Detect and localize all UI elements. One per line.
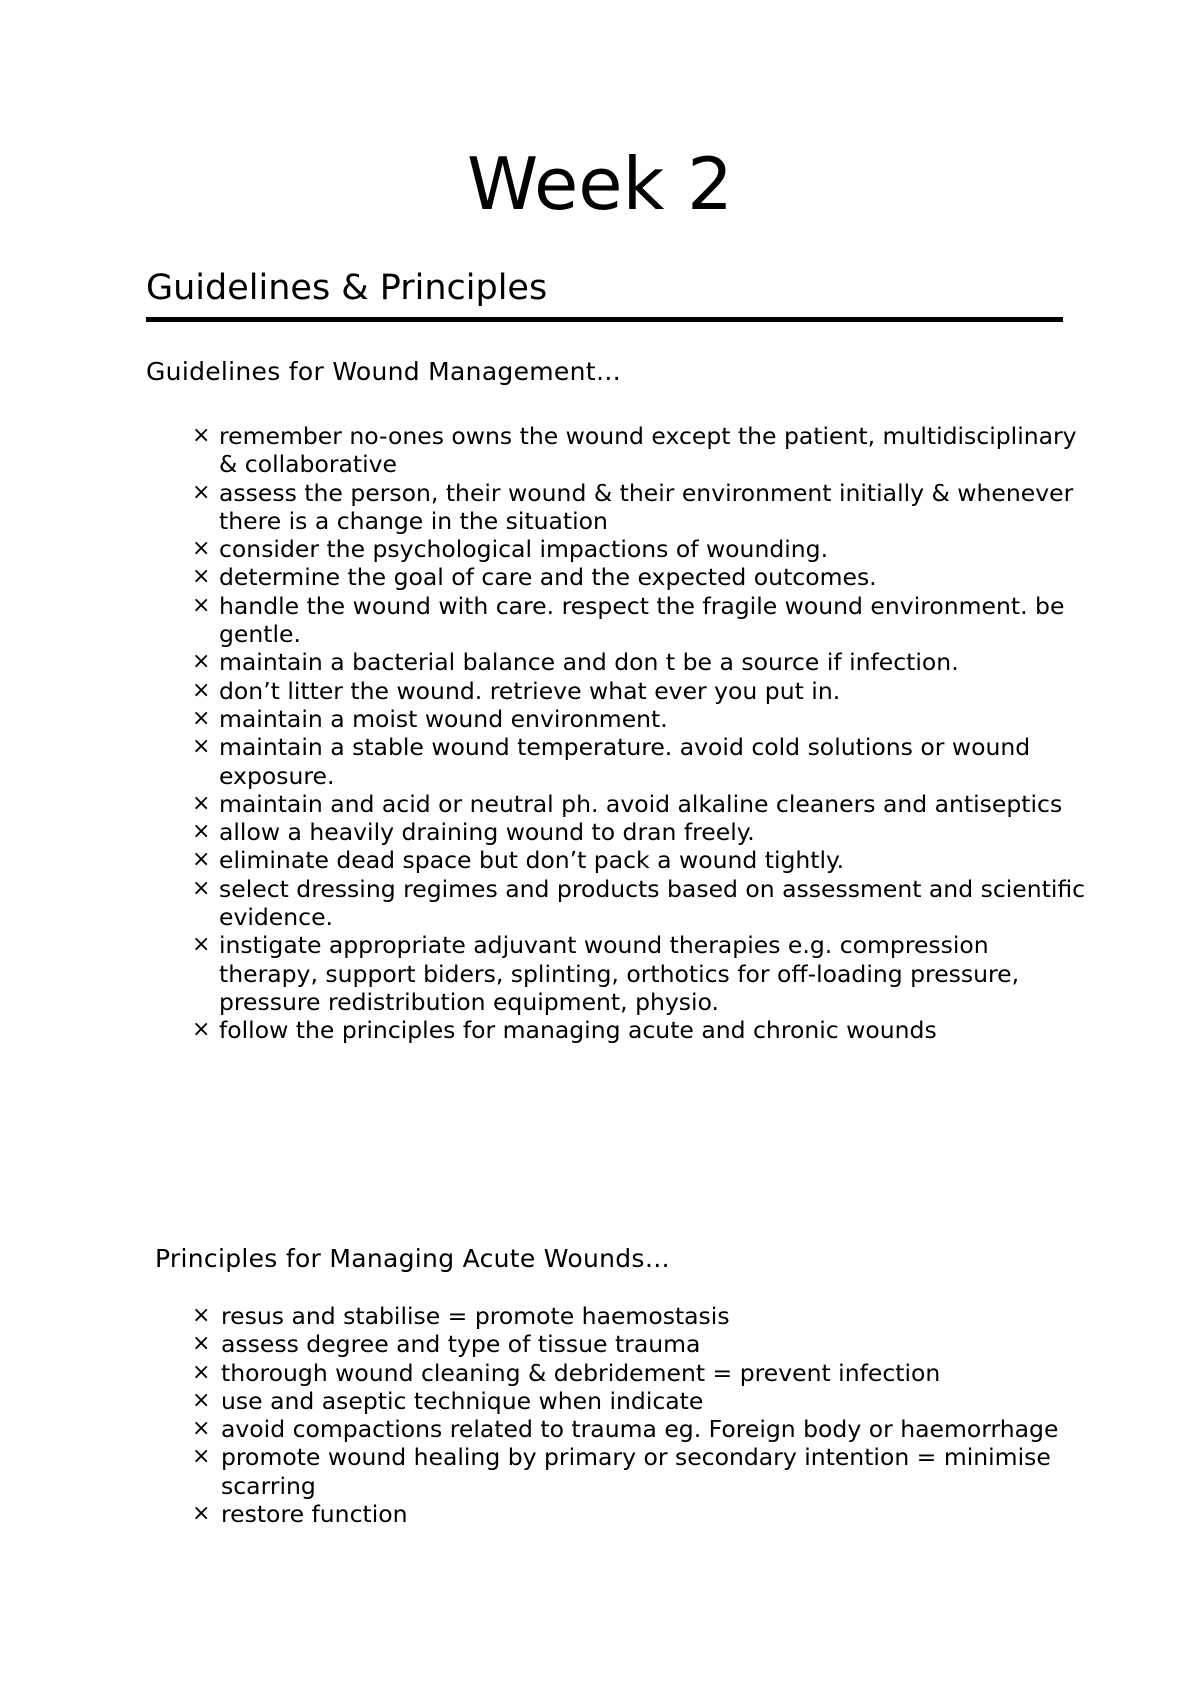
list-item xyxy=(192,677,1092,705)
list-item-text: promote wound healing by primary or secondary intention = minimise scarring xyxy=(221,1443,1051,1500)
list-item-text: assess degree and type of tissue trauma xyxy=(221,1330,701,1359)
list-item xyxy=(192,1443,1092,1500)
list-item-text: follow the principles for managing acute and chronic wounds xyxy=(219,1016,937,1045)
list-item-text: select dressing regimes and products based on assessment and scientific evidence. xyxy=(219,874,1086,932)
cross-bullet-icon: × xyxy=(192,875,211,901)
cross-bullet-icon: × xyxy=(192,705,211,731)
list-item-text: determine the goal of care and the expected outcomes. xyxy=(219,563,877,592)
list-item-text: remember no-ones owns the wound except the patient, multidisciplinary & collaborative xyxy=(219,422,1077,479)
cross-bullet-icon: × xyxy=(192,819,211,845)
list-item xyxy=(192,1359,1092,1387)
list-item xyxy=(192,931,1092,1016)
list-item xyxy=(192,422,1092,479)
list-item xyxy=(192,563,1092,591)
page-title: Week 2 xyxy=(467,142,733,226)
list-item-text: don’t litter the wound. retrieve what ever you put in. xyxy=(219,676,841,705)
cross-bullet-icon: × xyxy=(192,1303,211,1328)
list-item-text: resus and stabilise = promote haemostasis xyxy=(221,1302,730,1330)
list-item-text: restore function xyxy=(221,1500,408,1529)
list-item xyxy=(192,592,1092,649)
cross-bullet-icon: × xyxy=(192,932,211,958)
guidelines-heading: Guidelines for Wound Management… xyxy=(146,357,622,386)
section-heading: Guidelines & Principles xyxy=(146,268,548,308)
cross-bullet-icon: × xyxy=(192,1416,211,1442)
list-item-text: maintain a stable wound temperature. avoid cold solutions or wound exposure. xyxy=(219,733,1031,790)
cross-bullet-icon: × xyxy=(192,1387,211,1413)
list-item-text: maintain a bacterial balance and don t be a source if infection. xyxy=(219,648,959,677)
cross-bullet-icon: × xyxy=(192,1331,211,1357)
cross-bullet-icon: × xyxy=(192,734,211,760)
list-item-text: use and aseptic technique when indicate xyxy=(221,1386,704,1415)
acute-wounds-list xyxy=(192,1302,1092,1528)
list-item xyxy=(192,1387,1092,1415)
list-item xyxy=(192,846,1092,874)
list-item-text: handle the wound with care. respect the fragile wound environment. be gentle. xyxy=(219,591,1065,649)
cross-bullet-icon: × xyxy=(192,677,211,703)
cross-bullet-icon: × xyxy=(192,847,211,873)
list-item xyxy=(192,1302,1092,1330)
cross-bullet-icon: × xyxy=(192,649,211,675)
guidelines-list xyxy=(192,422,1092,1045)
cross-bullet-icon: × xyxy=(192,1359,211,1385)
list-item xyxy=(192,479,1092,536)
list-item xyxy=(192,1500,1092,1528)
list-item-text: maintain and acid or neutral ph. avoid alkaline cleaners and antiseptics xyxy=(219,789,1063,818)
list-item xyxy=(192,790,1092,818)
list-item-text: assess the person, their wound & their environment initially & whenever there is a change in the situation xyxy=(219,478,1074,535)
list-item-text: thorough wound cleaning & debridement = prevent infection xyxy=(221,1358,941,1387)
list-item-text: maintain a moist wound environment. xyxy=(219,704,668,733)
list-item xyxy=(192,875,1092,932)
list-item xyxy=(192,1415,1092,1443)
list-item xyxy=(192,1330,1092,1358)
cross-bullet-icon: × xyxy=(192,423,211,448)
list-item xyxy=(192,648,1092,676)
cross-bullet-icon: × xyxy=(192,1017,211,1043)
list-item xyxy=(192,818,1092,846)
list-item-text: eliminate dead space but don’t pack a wound tightly. xyxy=(219,846,845,875)
list-item xyxy=(192,1016,1092,1044)
cross-bullet-icon: × xyxy=(192,790,211,816)
cross-bullet-icon: × xyxy=(192,479,211,505)
list-item-text: instigate appropriate adjuvant wound therapies e.g. compression therapy, support biders, splinting, orthotics for off-loading pressure, pressure redistribution equipment, physio. xyxy=(219,931,1020,1016)
list-item xyxy=(192,733,1092,790)
list-item-text: consider the psychological impactions of wounding. xyxy=(219,535,829,564)
section-divider xyxy=(146,317,1063,322)
acute-wounds-heading: Principles for Managing Acute Wounds… xyxy=(155,1244,671,1273)
list-item-text: avoid compactions related to trauma eg. Foreign body or haemorrhage xyxy=(221,1415,1059,1444)
list-item-text: allow a heavily draining wound to dran freely. xyxy=(219,818,755,847)
cross-bullet-icon: × xyxy=(192,592,211,618)
cross-bullet-icon: × xyxy=(192,536,211,562)
cross-bullet-icon: × xyxy=(192,564,211,590)
cross-bullet-icon: × xyxy=(192,1444,211,1470)
list-item xyxy=(192,535,1092,563)
cross-bullet-icon: × xyxy=(192,1501,211,1527)
list-item xyxy=(192,705,1092,733)
